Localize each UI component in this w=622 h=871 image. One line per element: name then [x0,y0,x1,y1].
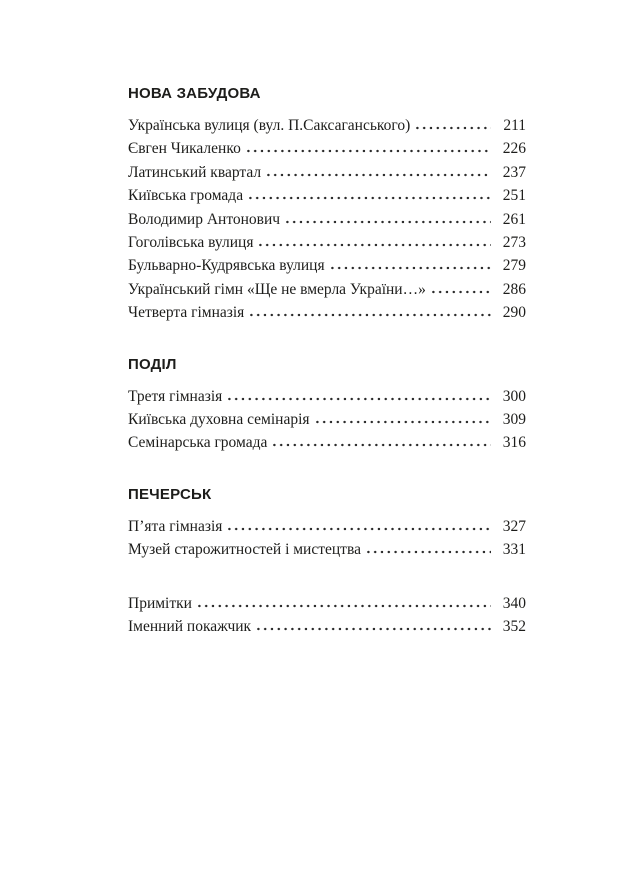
toc-entry-title: Латинський квартал [128,163,262,181]
toc-entry [128,114,526,137]
dot-leader-icon [367,550,491,554]
toc-entry-page: 273 [502,234,526,252]
toc-entry-title: Гоголівська вулиця [128,234,254,252]
toc-entry-page: 226 [502,140,526,158]
dot-leader-icon [257,627,491,631]
toc-entry [128,161,526,184]
toc-entry-page: 211 [503,117,526,134]
toc-entry-page: 327 [502,517,526,535]
toc-entry [128,515,526,538]
toc-entry [128,254,526,277]
toc-entry-title: Володимир Антонович [128,210,281,228]
section-entry-list [128,114,526,325]
dot-leader-icon [259,243,491,247]
toc-entry [128,538,526,561]
toc-entry-title: Третя гімназія [128,387,223,405]
toc-entry-title: Семінарська громада [128,434,268,452]
dot-leader-icon [228,527,491,531]
toc-entry-title: Бульварно-Кудрявська вулиця [128,257,325,275]
dot-leader-icon [316,420,491,424]
toc-entry [128,208,526,231]
section-entry-list [128,515,526,562]
toc-entry [128,231,526,254]
toc-entry-page: 331 [502,541,526,559]
dot-leader-icon [432,290,491,294]
toc-entry [128,184,526,207]
dot-leader-icon [286,220,491,224]
dot-leader-icon [273,443,491,447]
dot-leader-icon [331,266,491,270]
toc-entry-page: 340 [502,594,526,612]
back-matter-list [128,592,526,639]
toc-entry [128,385,526,408]
toc-entry-title: Київська духовна семінарія [128,411,310,429]
toc-entry-title: Київська громада [128,187,244,205]
section-heading: НОВА ЗАБУДОВА [128,85,261,102]
toc-entry-page: 309 [502,411,526,429]
dot-leader-icon [267,173,491,177]
dot-leader-icon [198,604,491,608]
toc-entry-page: 251 [502,187,526,205]
toc-entry-title: Євген Чикаленко [128,140,241,158]
toc-entry-title: Іменний покажчик [128,618,252,636]
dot-leader-icon [228,397,491,401]
toc-entry-page: 286 [502,280,526,298]
toc-entry [128,278,526,301]
toc-entry-page: 261 [502,210,526,228]
section-entry-list [128,385,526,455]
toc-entry-page: 300 [502,387,526,405]
toc-entry-page: 237 [502,163,526,181]
toc-entry-title: Музей старожитностей і мистецтва [128,541,361,559]
toc-entry-title: Українська вулиця (вул. П.Саксаганського) [128,117,411,134]
section-heading: ПОДІЛ [128,355,177,373]
toc-entry-title: Примітки [128,594,192,612]
section-heading: ПЕЧЕРСЬК [128,485,212,503]
back-matter-entry [128,592,526,615]
toc-entry [128,408,526,431]
toc-entry [128,137,526,160]
toc-entry-page: 279 [502,257,526,275]
dot-leader-icon [416,126,491,130]
dot-leader-icon [247,149,491,153]
toc-entry-page: 316 [502,434,526,452]
toc-entry-title: Четверта гімназія [128,304,245,322]
dot-leader-icon [250,313,491,317]
back-matter-entry [128,615,526,638]
dot-leader-icon [249,196,491,200]
toc-entry-title: П’ята гімназія [128,517,223,535]
toc-entry-title: Український гімн «Ще не вмерла України…» [128,280,426,298]
toc-entry [128,301,526,324]
toc-entry-page: 290 [502,304,526,322]
toc-entry-page: 352 [502,618,526,636]
table-of-contents [128,84,526,639]
toc-entry [128,431,526,454]
